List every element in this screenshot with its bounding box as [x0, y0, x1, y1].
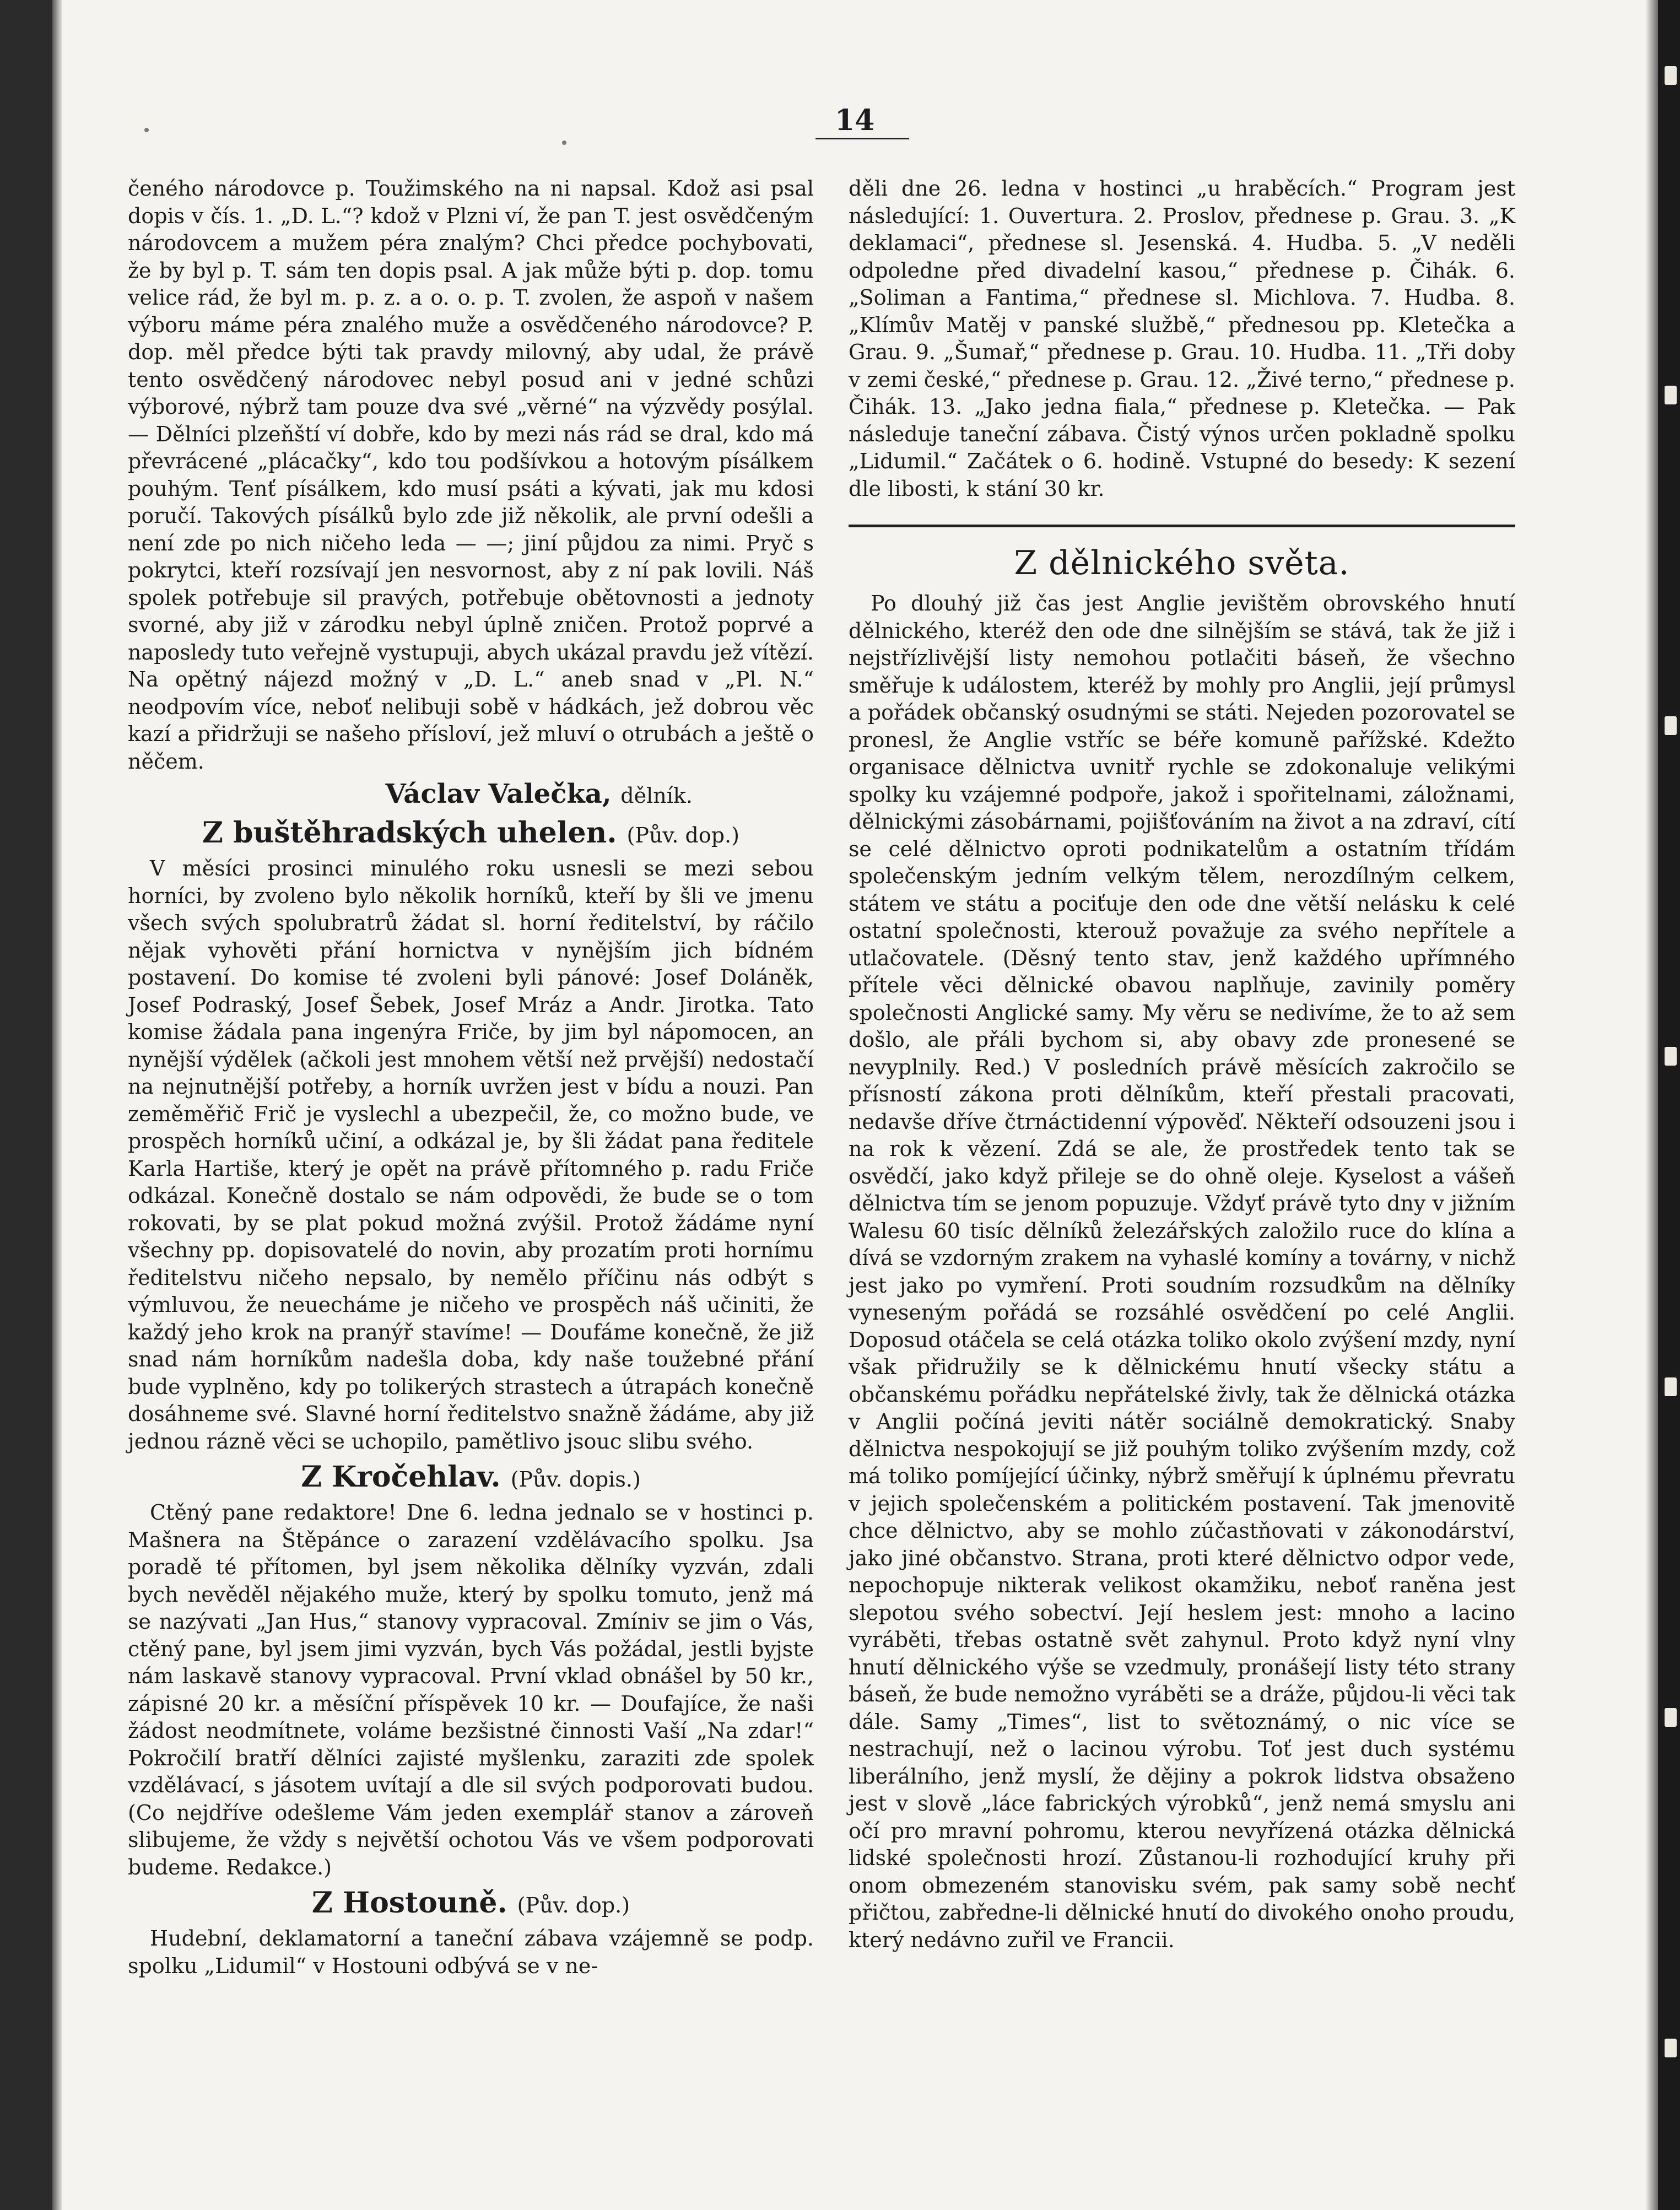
section-divider	[849, 525, 1515, 527]
perforation	[1665, 1708, 1677, 1727]
section-note: (Pův. dop.)	[517, 1893, 630, 1917]
section-title: Z Hostouně.	[311, 1886, 507, 1920]
section-title: Z buštěhradských uhelen.	[202, 816, 617, 850]
section-note: (Pův. dop.)	[626, 823, 739, 847]
perforation	[1665, 66, 1677, 85]
page-number-rule	[815, 138, 909, 139]
signature-role: dělník.	[620, 784, 693, 808]
film-edge-left	[0, 0, 52, 2210]
section-body-hostoun: Hudební, deklamatorní a taneční zábava vzájemně se podp. spolku „Lidumil“ v Hostouni odbývá se v ne-	[128, 1926, 814, 1978]
scan-speck	[562, 141, 566, 145]
perforation	[1665, 2039, 1677, 2057]
section-body-bustehrad: V měsíci prosinci minulého roku usnesli se mezi sebou horníci, by zvoleno bylo několik horníků, kteří by šli ve jmenu všech svých spolubratrů žádat sl. horní ředitelství, by ráčilo nějak vyhověti přání hornictva v nynějším jich bídném postavení. Do komise té zvoleni byli pánové: Josef Doláněk, Josef Podraský, Josef Šebek, Josef Mráz a Andr. Jirotka. Tato komise žádala pana ingenýra Friče, by jim byl nápomocen, an nynější výdělek (ačkoli jest mnohem větší než prvější) nedostačí na nejnutnější potřeby, a horník uvržen jest v bídu a nouzi. Pan zeměměřič Frič je vyslechl a ubezpečil, že, co možno bude, ve prospěch horníků učiní, a odkázal je, by šli žádat pana ředitele Karla Hartiše, který je opět na právě přítomného p. radu Friče odkázal. Konečně dostalo se nám odpovědi, že bude se o tom rokovati, by se plat pokud možná zvýšil. Protož žádáme nyní všechny pp. dopisovatelé do novin, aby prozatím proti hornímu ředitelstvu ničeho nepsalo, by nemělo příčinu nás odbýt s výmluvou, že neuecháme je ničeho ve prospěch náš učiniti, že každý jeho krok na pranýř stavíme! — Doufáme konečně, že již snad nám horníkům nadešla doba, kdy naše toužebné přání bude vyplněno, kdy po tolikerých strastech a útrapách konečně dosáhneme své. Slavné horní ředitelstvo snažně žádáme, aby již jednou rázně věci se uchopilo, pamětlivo jsouc slibu svého.	[128, 856, 814, 1453]
section-heading-krocehlavy	[128, 1461, 814, 1496]
perforation	[1665, 386, 1677, 404]
section-heading-bustehrad	[128, 817, 814, 852]
letter-signature	[128, 779, 814, 811]
perforation	[1665, 1377, 1677, 1396]
article-body: Po dlouhý již čas jest Anglie jevištěm obrovského hnutí dělnického, kteréž den ode dne silnějším se stává, tak že již i nejstřízlivější listy nemohou potlačiti báseň, že všechno směřuje k událostem, kteréž by mohly pro Anglii, její průmysl a pořádek občanský osudnými se státi. Nejeden pozorovatel se pronesl, že Anglie vstříc se béře komuně pařížské. Kdežto organisace dělnictva uvnitř rychle se zdokonaluje velikými spolky ku vzájemné podpoře, jakož i spořitelnami, záložnami, dělnickými zásobárnami, pojišťováním na život a na zdraví, cítí se celé dělnictvo oproti podnikatelům a ostatním třídám společenským jedním velkým tělem, nerozdílným celkem, státem ve státu a pociťuje den ode dne větší nelásku k celé ostatní společnosti, kterouž považuje za svého nepřítele a utlačovatele. (Děsný tento stav, jenž každého upřímného přítele věci dělnické obavou naplňuje, zavinily poměry společnosti Anglické samy. My věru se nedivíme, že to až sem došlo, ale přáli bychom si, aby obavy zde pronesené se nevyplnily. Red.) V posledních právě měsících zakročilo se přísností zákona proti dělníkům, kteří přestali pracovati, nedavše dříve čtrnáctidenní výpověď. Někteří odsouzeni jsou i na rok k vězení. Zdá se ale, že prostředek tento tak se osvědčí, jako když přileje se do ohně oleje. Kyselost a vášeň dělnictva tím se jenom popuzuje. Vždyť právě tyto dny v jižním Walesu 60 tisíc dělníků železářských založilo ruce do klína a dívá se vzdorným zrakem na vyhaslé komíny a továrny, v nichž jest jako po vymření. Proti soudním rozsudkům na dělníky vyneseným pořádá se rozsáhlé osvědčení po celé Anglii. Doposud otáčela se celá otázka toliko okolo zvýšení mzdy, nyní však přidružily se k dělnickému hnutí všecky státu a občanskému pořádku nepřátelské živly, tak že dělnická otázka v Anglii počíná jeviti nátěr sociálně demokratický. Snaby dělnictva nespokojují se již pouhým toliko zvýšením mzdy, což má toliko pomíjející účinky, nýbrž směřují k úplnému převratu v jejich společenském a politickém postavení. Tak jmenovitě chce dělnictvo, aby se mohlo zúčastňovati v zákonodárství, jako jiné občanstvo. Strana, proti které dělnictvo odpor vede, nepochopuje nikterak velikost okamžiku, neboť raněna jest slepotou svého sobectví. Její heslem jest: mnoho a lacino vyráběti, třebas ostatně svět zahynul. Proto když nyní vlny hnutí dělnického výše se vzedmuly, pronášejí listy této strany báseň, že bude nemožno vyráběti se a dráže, půjdou-li věci tak dále. Samy „Times“, list to světoznámý, o nic více se nestrachují, než o lacinou výrobu. Toť jest duch systému liberálního, jenž myslí, že dějiny a pokrok lidstva obsaženo jest v slově „láce fabrických výrobků“, jenž nemá smyslu ani očí pro mravní pohromu, kterou nevyřízená otázka dělnická lidské společnosti hrozí. Zůstanou-li rozhodující kruhy při onom obmezeném stanovisku svém, pak samy sobě nechť přičtou, zabředne-li dělnické hnutí do divokého onoho proudu, který nedávno zuřil ve Francii.	[849, 591, 1515, 1952]
perforation	[1665, 1047, 1677, 1066]
program-continuation: děli dne 26. ledna v hostinci „u hraběcích.“ Program jest následující: 1. Ouvertura. 2. Proslov, přednese p. Grau. 3. „K deklamaci“, přednese sl. Jesenská. 4. Hudba. 5. „V neděli odpoledne před divadelní kasou,“ přednese p. Čihák. 6. „Soliman a Fantima,“ přednese sl. Michlova. 7. Hudba. 8. „Klímův Matěj v panské službě,“ přednesou pp. Kletečka a Grau. 9. „Šumař,“ přednese p. Grau. 10. Hudba. 11. „Tři doby v zemi české,“ přednese p. Grau. 12. „Živé terno,“ přednese p. Čihák. 13. „Jako jedna fiala,“ přednese p. Kletečka. — Pak následuje taneční zábava. Čistý výnos určen pokladně spolku „Lidumil.“ Začátek o 6. hodině. Vstupné do besedy: K sezení dle libosti, k stání 30 kr.	[849, 176, 1515, 501]
section-body-krocehlavy: Ctěný pane redaktore! Dne 6. ledna jednalo se v hostinci p. Mašnera na Štěpánce o zarazení vzdělávacího spolku. Jsa poradě té přítomen, byl jsem několika dělníky vyzván, zdali bych nevěděl nějakého muže, který by spolku tomuto, jenž má se nazývati „Jan Hus,“ stanovy vypracoval. Zmíniv se jim o Vás, ctěný pane, byl jsem jimi vyzván, bych Vás požádal, jestli byjste nám laskavě stanovy vypracoval. První vklad obnášel by 50 kr., zápisné 20 kr. a měsíční příspěvek 10 kr. — Doufajíce, že naši žádost neodmítnete, voláme bezšistné činnosti Vaší „Na zdar!“ Pokročilí bratří dělníci zajisté myšlenku, zaraziti zde spolek vzdělávací, s jásotem uvítají a dle sil svých podporovati budou. (Co nejdříve odešleme Vám jeden exemplář stanov a zároveň slibujeme, že vždy s největší ochotou Vás ve všem podporovati budeme. Redakce.)	[128, 1500, 814, 1879]
film-edge-right	[1658, 0, 1680, 2210]
scan-speck	[144, 128, 149, 132]
perforation	[1665, 716, 1677, 735]
right-column	[849, 175, 1515, 1954]
section-heading-hostoun	[128, 1887, 814, 1922]
page-number: 14	[835, 104, 875, 137]
article-heading: Z dělnického světa.	[1014, 544, 1350, 582]
left-column	[128, 175, 814, 1980]
section-title: Z Kročehlav.	[301, 1460, 501, 1494]
section-note: (Pův. dopis.)	[510, 1467, 641, 1492]
signature-name: Václav Valečka,	[385, 779, 612, 809]
intro-paragraph: čeného národovce p. Toužimského na ni napsal. Kdož asi psal dopis v čís. 1. „D. L.“? kdož v Plzni ví, že pan T. jest osvědčeným národovcem a mužem péra znalým? Chci předce pochybovati, že by byl p. T. sám ten dopis psal. A jak může býti p. dop. tomu velice rád, že byl m. p. z. a o. o. p. T. zvolen, že aspoň v našem výboru máme péra znalého muže a osvědčeného národovce? P. dop. měl předce býti tak pravdy milovný, aby udal, že právě tento osvědčený národovec nebyl posud ani v jedné schůzi výborové, nýbrž tam pouze dva své „věrné“ na výzvědy posýlal. — Dělníci plzeňští ví dobře, kdo by mezi nás rád se dral, kdo má převrácené „plácačky“, kdo tou podšívkou a hotovým písálkem pouhým. Tenť písálkem, kdo musí psáti a kývati, jak mu kdosi poručí. Takových písálků bylo zde již několik, ale první odešli a není zde po nich ničeho leda — —; jiní půjdou za nimi. Pryč s pokrytci, kteří rozsívají jen nesvornost, aby z ní pak lovili. Náš spolek potřebuje sil pravých, potřebuje obětovnosti a jednoty svorné, aby již v zárodku nebyl úplně zničen. Protož poprvé a naposledy tuto veřejně vystupuji, abych ukázal pravdu jež vítězí. Na opětný nájezd možný v „D. L.“ aneb snad v „Pl. N.“ neodpovím více, neboť nelibuji sobě v hádkách, jež dobrou věc kazí a přidržuji se našeho přísloví, jež mluví o otrubách a ještě o něčem.	[128, 176, 814, 774]
